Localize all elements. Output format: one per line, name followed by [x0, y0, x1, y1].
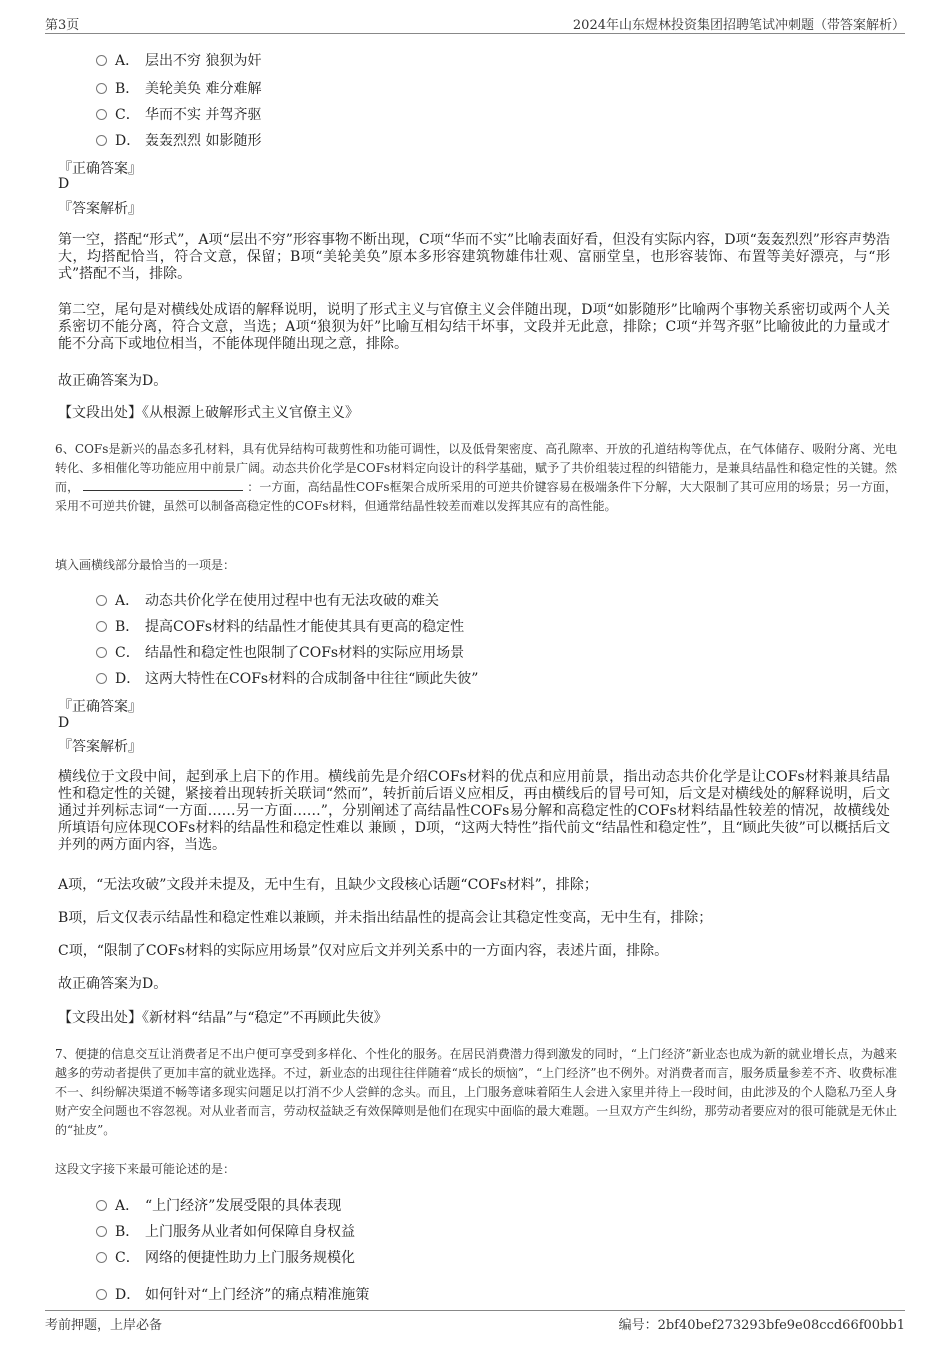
- q7-prompt: 这段文字接下来最可能论述的是：: [55, 1162, 236, 1176]
- q6-option-a[interactable]: A． 动态共价化学在使用过程中也有无法攻破的难关: [96, 590, 439, 610]
- q6-option-c[interactable]: C． 结晶性和稳定性也限制了COFs材料的实际应用场景: [96, 642, 464, 662]
- q7-option-c[interactable]: C． 网络的便捷性助力上门服务规模化: [96, 1247, 355, 1267]
- radio-icon[interactable]: [96, 673, 107, 684]
- q5-source: 【文段出处】《从根源上破解形式主义官僚主义》: [58, 405, 359, 421]
- radio-icon[interactable]: [96, 1226, 107, 1237]
- radio-icon[interactable]: [96, 595, 107, 606]
- document-title: 2024年山东煜林投资集团招聘笔试冲刺题（带答案解析）: [572, 18, 905, 33]
- q6-answer: D: [58, 715, 70, 731]
- q5-option-a[interactable]: A． 层出不穷 狼狈为奸: [96, 50, 261, 70]
- q5-answer-label: 『正确答案』: [58, 161, 142, 177]
- q5-analysis-p3: 故正确答案为D。: [58, 373, 168, 389]
- q6-analysis-p5: 故正确答案为D。: [58, 976, 168, 992]
- q5-analysis-p2: 第二空，尾句是对横线处成语的解释说明，说明了形式主义与官僚主义会伴随出现，D项“如影随形”比喻两个事物关系密切或两个人关系密切不能分离，符合文意，当选；A项“狼狈为奸”比喻互相勾结干坏事，文段并无此意，排除；C项“并驾齐驱”比喻彼此的力量或才能不分高下或地位相当，不能体现伴随出现之意，排除。: [58, 302, 890, 352]
- radio-icon[interactable]: [96, 55, 107, 66]
- radio-icon[interactable]: [96, 621, 107, 632]
- q5-option-c[interactable]: C． 华而不实 并驾齐驱: [96, 104, 261, 124]
- q6-prompt: 填入画横线部分最恰当的一项是：: [55, 558, 236, 572]
- q7-stem: 7、便捷的信息交互让消费者足不出户便可享受到多样化、个性化的服务。在居民消费潜力得到激发的同时，“上门经济”新业态也成为新的就业增长点，为越来越多的劳动者提供了更加丰富的就业选择。不过，新业态的出现往往伴随着“成长的烦恼”，“上门经济”也不例外。对消费者而言，服务质量参差不齐、收费标准不一、纠纷解决渠道不畅等诸多现实问题足以打消不少人尝鲜的念头。而且，上门服务意味着陌生人会进入家里并待上一段时间，由此涉及的个人隐私乃至人身财产安全问题也不容忽视。对从业者而言，劳动权益缺乏有效保障则是他们在现实中面临的最大难题。一旦双方产生纠纷，那劳动者要应对的很可能就是无休止的“扯皮”。: [55, 1047, 897, 1137]
- q7-option-b[interactable]: B． 上门服务从业者如何保障自身权益: [96, 1221, 355, 1241]
- q5-analysis-label: 『答案解析』: [58, 201, 142, 217]
- q5-option-d[interactable]: D． 轰轰烈烈 如影随形: [96, 130, 261, 150]
- footer-divider: [45, 1310, 905, 1311]
- radio-icon[interactable]: [96, 109, 107, 120]
- header-divider: [45, 33, 905, 34]
- q5-option-b[interactable]: B． 美轮美奂 难分难解: [96, 78, 261, 98]
- q6-stem: 6、COFs是新兴的晶态多孔材料，具有优异结构可裁剪性和功能可调性，以及低骨架密度、高孔隙率、开放的孔道结构等优点，在气体储存、吸附分离、光电转化、多相催化等功能应用中前景广阔。动态共价化学是COFs材料定向设计的科学基础，赋予了共价组装过程的纠错能力，是兼具结晶性和稳定性的关键。然而， ：一方面，高结晶性COFs框架合成所采用的可逆共价键容易在极端条件下分解，大大限制了其可应用的场景；另一方面，采用不可逆共价键，虽然可以制备高稳定性的COFs材料，但通常结晶性较差而难以发挥其应有的高性能。: [55, 442, 897, 513]
- q6-source: 【文段出处】《新材料“结晶”与“稳定”不再顾此失彼》: [58, 1010, 388, 1026]
- radio-icon[interactable]: [96, 135, 107, 146]
- q6-analysis-p1: 横线位于文段中间，起到承上启下的作用。横线前先是介绍COFs材料的优点和应用前景，指出动态共价化学是让COFs材料兼具结晶性和稳定性的关键，紧接着出现转折关联词“然而”，转折前后语义应相反，再由横线后的冒号可知，后文是对横线处的解释说明，后文通过并列标志词“一方面……另一方面……”，分别阐述了高结晶性COFs易分解和高稳定性的COFs材料结晶性较差的情况，故横线处所填语句应体现COFs材料的结晶性和稳定性难以 兼顾 ，D项，“这两大特性”指代前文“结晶性和稳定性”，且“顾此失彼”可以概括后文并列的两方面内容，当选。: [58, 769, 890, 853]
- q6-answer-label: 『正确答案』: [58, 699, 142, 715]
- footer-slogan: 考前押题，上岸必备: [45, 1318, 163, 1333]
- fill-blank-line: [83, 480, 243, 491]
- radio-icon[interactable]: [96, 1252, 107, 1263]
- q7-option-a[interactable]: A． “上门经济”发展受限的具体表现: [96, 1195, 341, 1215]
- q6-analysis-label: 『答案解析』: [58, 739, 142, 755]
- radio-icon[interactable]: [96, 1200, 107, 1211]
- document-id: 编号：2bf40bef273293bfe9e08ccd66f00bb1: [618, 1318, 905, 1333]
- q6-option-d[interactable]: D． 这两大特性在COFs材料的合成制备中往往“顾此失彼”: [96, 668, 478, 688]
- radio-icon[interactable]: [96, 647, 107, 658]
- q6-analysis-p2: A项，“无法攻破”文段并未提及，无中生有，且缺少文段核心话题“COFs材料”，排除；: [58, 877, 598, 893]
- radio-icon[interactable]: [96, 1289, 107, 1300]
- page-number: 第3页: [45, 18, 80, 33]
- q6-option-b[interactable]: B． 提高COFs材料的结晶性才能使其具有更高的稳定性: [96, 616, 464, 636]
- q6-analysis-p4: C项，“限制了COFs材料的实际应用场景”仅对应后文并列关系中的一方面内容，表述片面，排除。: [58, 943, 669, 959]
- q5-answer: D: [58, 176, 70, 192]
- q7-option-d[interactable]: D． 如何针对“上门经济”的痛点精准施策: [96, 1284, 369, 1304]
- radio-icon[interactable]: [96, 83, 107, 94]
- q5-analysis-p1: 第一空，搭配“形式”，A项“层出不穷”形容事物不断出现，C项“华而不实”比喻表面好看，但没有实际内容，D项“轰轰烈烈”形容声势浩大，均搭配恰当，符合文意，保留；B项“美轮美奂”原本多形容建筑物雄伟壮观、富丽堂皇，也形容装饰、布置等美好漂亮，与“形式”搭配不当，排除。: [58, 232, 890, 282]
- q6-analysis-p3: B项，后文仅表示结晶性和稳定性难以兼顾，并未指出结晶性的提高会让其稳定性变高，无中生有，排除；: [58, 910, 713, 926]
